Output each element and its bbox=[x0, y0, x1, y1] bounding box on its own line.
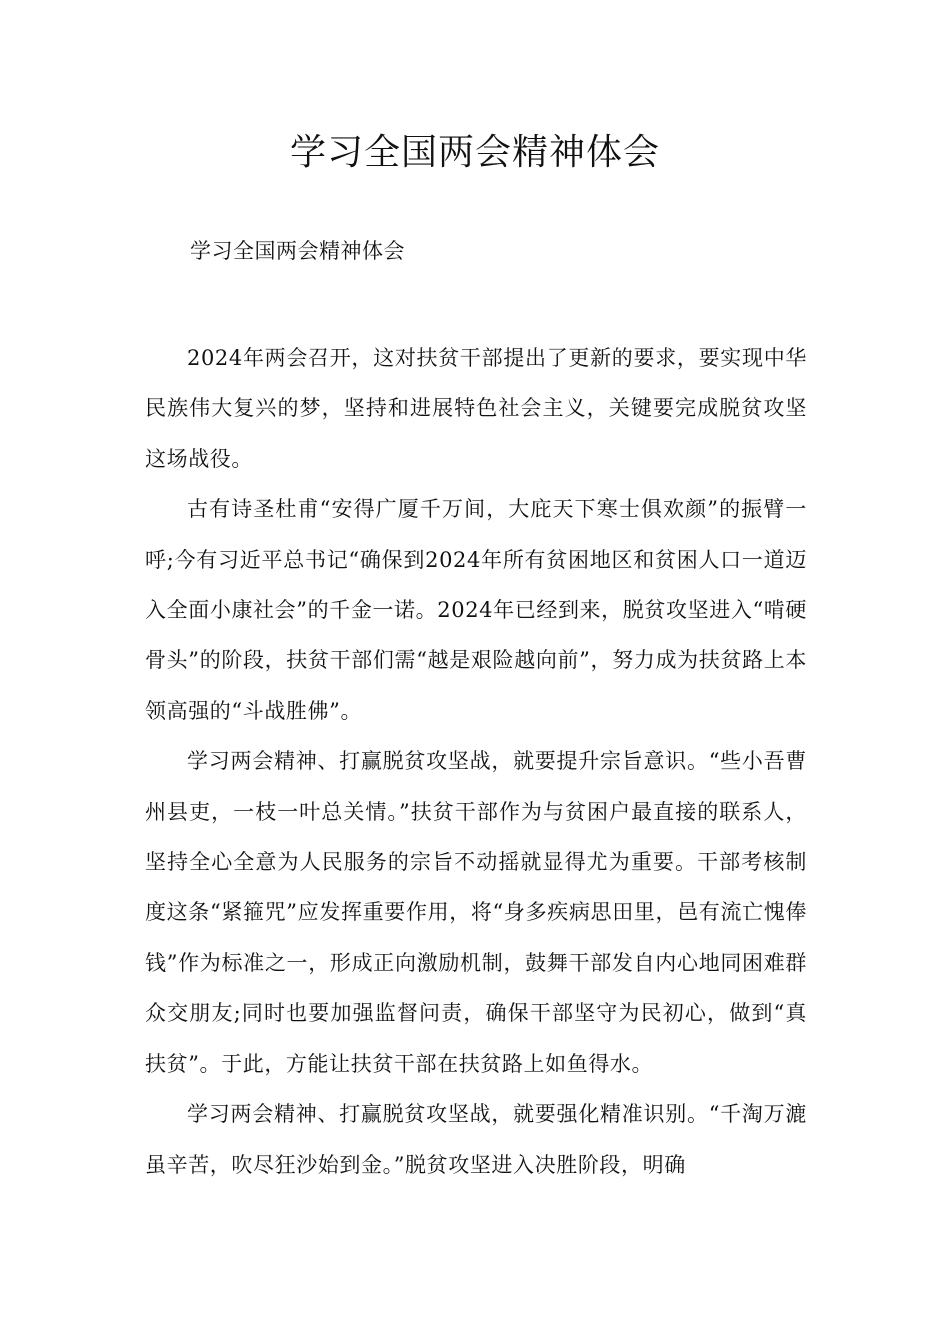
document-subtitle: 学习全国两会精神体会 bbox=[190, 239, 405, 263]
paragraph-4: 学习两会精神、打赢脱贫攻坚战，就要强化精准识别。“千淘万漉虽辛苦，吹尽狂沙始到金。”脱贫攻坚进入决胜阶段，明确 bbox=[145, 1102, 807, 1177]
document-title: 学习全国两会精神体会 bbox=[289, 132, 660, 173]
paragraph-2: 古有诗圣杜甫“安得广厦千万间，大庇天下寒士俱欢颜”的振臂一呼;今有习近平总书记“确保到2024年所有贫困地区和贫困人口一道迈入全面小康社会”的千金一诺。2024年已经到来，脱贫攻坚进入“啃硬骨头”的阶段，扶贫干部们需“越是艰险越向前”，努力成为扶贫路上本领高强的“斗战胜佛”。 bbox=[145, 497, 807, 723]
paragraph-1: 2024年两会召开，这对扶贫干部提出了更新的要求，要实现中华民族伟大复兴的梦，坚持和进展特色社会主义，关键要完成脱贫攻坚这场战役。 bbox=[145, 346, 807, 471]
document-body bbox=[145, 333, 807, 1190]
paragraph-3: 学习两会精神、打赢脱贫攻坚战，就要提升宗旨意识。“些小吾曹州县吏，一枝一叶总关情。”扶贫干部作为与贫困户最直接的联系人，坚持全心全意为人民服务的宗旨不动摇就显得尤为重要。干部考核制度这条“紧箍咒”应发挥重要作用，将“身多疾病思田里，邑有流亡愧俸钱”作为标准之一，形成正向激励机制，鼓舞干部发自内心地同困难群众交朋友;同时也要加强监督问责，确保干部坚守为民初心，做到“真扶贫”。于此，方能让扶贫干部在扶贫路上如鱼得水。 bbox=[145, 749, 807, 1076]
